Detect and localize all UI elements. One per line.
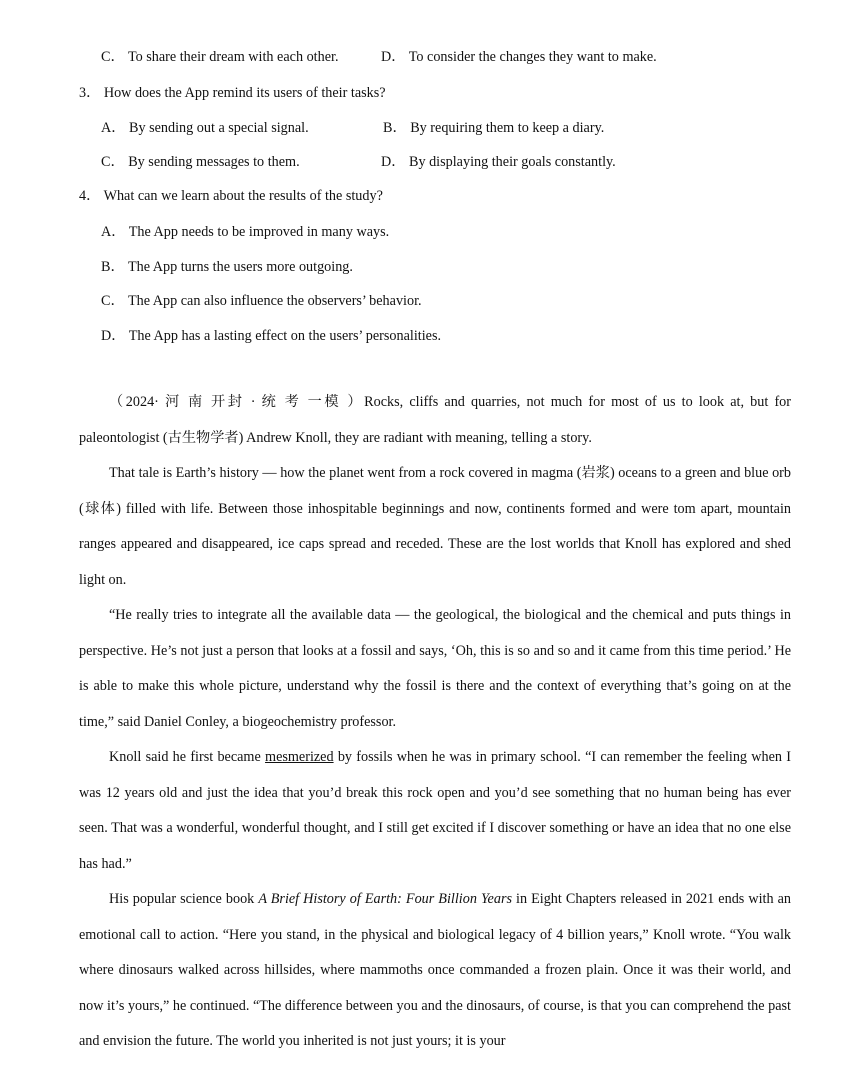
q4-option-a: A． The App needs to be improved in many ways. xyxy=(101,224,390,240)
paragraph-1-text: Rocks, cliffs and quarries, not much for most of us to look at, but for paleontologist (古生物学者) Andrew Knoll, they are radiant with meaning, telling a story. xyxy=(79,394,791,446)
q3-option-b: B． By requiring them to keep a diary. xyxy=(383,120,605,136)
q4-stem: 4． What can we learn about the results of the study? xyxy=(79,188,383,204)
q2-option-c: C． To share their dream with each other. xyxy=(101,49,339,65)
book-title: A Brief History of Earth: Four Billion Years xyxy=(258,891,512,907)
passage-paragraph-5 xyxy=(79,882,791,1060)
q4-option-d: D． The App has a lasting effect on the users’ personalities. xyxy=(101,328,442,344)
passage-paragraph-2: That tale is Earth’s history — how the planet went from a rock covered in magma (岩浆) oceans to a green and blue orb (球体) filled with life. Between those inhospitable beginnings and now, continents formed and were tom apart, mountain ranges appeared and disappeared, ice caps spread and receded. These are the lost worlds that Knoll has explored and shed light on. xyxy=(79,465,791,588)
q3-option-c: C． By sending messages to them. xyxy=(101,154,300,170)
passage-paragraph-4 xyxy=(79,740,791,882)
source-tag: （2024· 河 南 开封 · 统 考 一模 ） xyxy=(109,394,365,410)
q3-option-a: A． By sending out a special signal. xyxy=(101,120,309,136)
q4-option-b: B． The App turns the users more outgoing. xyxy=(101,259,353,275)
q3-option-d: D． By displaying their goals constantly. xyxy=(381,154,616,170)
passage-paragraph-3: “He really tries to integrate all the available data — the geological, the biological and the chemical and puts things in perspective. He’s not just a person that looks at a fossil and says, ‘Oh, this is so and so and it came from this time period.’ He is able to make this whole picture, understand why the fossil is there and the context of everything that’s going on at the time,” said Daniel Conley, a biogeochemistry professor. xyxy=(79,607,791,730)
paragraph-4-lead: Knoll said he first became xyxy=(109,749,266,765)
q4-option-c: C． The App can also influence the observers’ behavior. xyxy=(101,293,422,309)
paragraph-5-rest: in Eight Chapters released in 2021 ends with an emotional call to action. “Here you stand, in the physical and biological legacy of 4 billion years,” Knoll wrote. “You walk where dinosaurs walked across hillsides, where mammoths once commanded a frozen plain. Once it was their world, and now it’s yours,” he continued. “The difference between you and the dinosaurs, of course, is that you can comprehend the past and envision the future. The world you inherited is not just yours; it is your xyxy=(79,891,791,1049)
paragraph-4-rest: by fossils when he was in primary school. “I can remember the feeling when I was 12 years old and just the idea that you’d break this rock open and you’d see something that no human being has ever seen. That was a wonderful, wonderful thought, and I still get excited if I discover something or have an idea that no one else has had.” xyxy=(79,749,791,872)
q2-option-d: D． To consider the changes they want to make. xyxy=(381,49,657,65)
underlined-word: mesmerized xyxy=(265,749,334,765)
q3-stem: 3． How does the App remind its users of their tasks? xyxy=(79,85,386,101)
paragraph-5-lead: His popular science book xyxy=(109,891,259,907)
passage xyxy=(79,385,791,1060)
passage-paragraph-1 xyxy=(79,385,791,456)
